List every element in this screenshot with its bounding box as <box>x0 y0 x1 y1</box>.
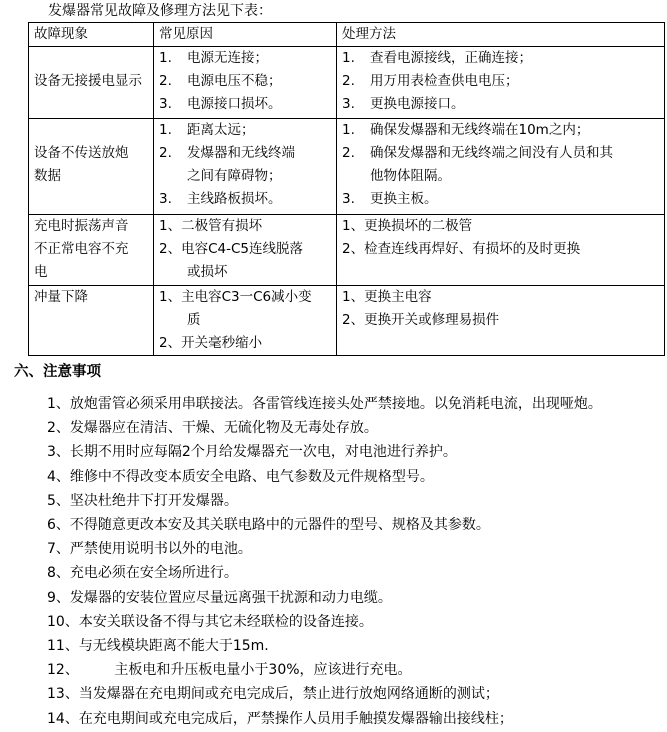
cause-line <box>159 238 336 261</box>
item-text: 1、更换主电容 <box>342 289 432 305</box>
fix-line <box>342 119 664 142</box>
item-text: 他物体阻隔。 <box>370 168 451 184</box>
fix-line <box>342 165 664 188</box>
item-text: 更换主板。 <box>370 191 438 207</box>
item-number: 1. <box>342 122 355 138</box>
fix-line <box>342 188 664 211</box>
item-text: 更换电源接口。 <box>370 96 465 112</box>
cause-line <box>159 70 336 93</box>
item-text: 2、开关毫秒缩小 <box>159 335 263 351</box>
cause-cell <box>154 47 337 119</box>
item-text: 1、二极管有损坏 <box>159 218 263 234</box>
item-number: 1. <box>342 50 355 66</box>
fix-line <box>342 142 664 165</box>
fix-cell <box>337 286 665 356</box>
item-text: 或损坏 <box>187 264 228 280</box>
note-item: 3、长期不用时应每隔2个月给发爆器充一次电，对电池进行养护。 <box>47 444 457 461</box>
table-header-row <box>29 23 665 47</box>
note-item: 7、严禁使用说明书以外的电池。 <box>47 541 252 558</box>
fix-cell <box>337 215 665 286</box>
item-number: 3. <box>342 96 355 112</box>
note-item: 1、放炮雷管必须采用串联接法。各雷管线连接头处严禁接地。以免消耗电流，出现哑炮。 <box>47 396 602 412</box>
note-item: 14、在充电期间或充电完成后，严禁操作人员用手触摸发爆器输出接线柱； <box>47 710 513 727</box>
symptom-cell <box>29 47 154 119</box>
symptom-text: 设备不传送放炮 <box>34 145 129 161</box>
item-text: 2、检查连线再焊好、有损坏的及时更换 <box>342 241 581 257</box>
item-number: 2. <box>159 145 172 161</box>
section-title: 六、注意事项 <box>14 364 101 380</box>
note-item: 2、发爆器应在清洁、干燥、无硫化物及无毒处存放。 <box>47 420 378 437</box>
symptom-cell <box>29 215 154 286</box>
cause-cell <box>154 119 337 215</box>
fix-cell <box>337 119 665 215</box>
fix-line <box>342 47 664 70</box>
intro-text: 发爆器常见故障及修理方法见下表： <box>48 3 272 19</box>
note-item: 5、坚决杜绝井下打开发爆器。 <box>47 492 238 509</box>
table-row <box>29 119 665 215</box>
note-item: 12、 主板电和升压板电量小于30%，应该进行充电。 <box>47 662 412 679</box>
cause-line <box>159 286 336 309</box>
item-number: 2. <box>159 73 172 89</box>
symptom-text: 电 <box>34 264 48 280</box>
note-item: 4、维修中不得改变本质安全电路、电气参数及元件规格型号。 <box>47 468 434 485</box>
item-text: 之间有障碍物； <box>187 168 282 184</box>
item-text: 主线路板损坏。 <box>187 191 282 207</box>
cause-line <box>159 47 336 70</box>
item-text: 电源无连接； <box>187 50 268 66</box>
item-text: 1、主电容C3一C6减小变 <box>159 289 312 305</box>
fix-cell <box>337 47 665 119</box>
header-fix: 处理方法 <box>337 23 665 47</box>
symptom-cell <box>29 119 154 215</box>
item-text: 发爆器和无线终端 <box>187 145 295 161</box>
item-text: 2、电容C4-C5连线脱落 <box>159 241 303 257</box>
item-number: 1. <box>159 122 172 138</box>
note-item: 11、与无线模块距离不能大于15m. <box>47 638 269 655</box>
table-row <box>29 47 665 119</box>
note-item: 13、当发爆器在充电期间或充电完成后，禁止进行放炮网络通断的测试； <box>47 686 499 703</box>
item-text: 2、更换开关或修理易损件 <box>342 312 500 328</box>
cause-line <box>159 142 336 165</box>
item-text: 确保发爆器和无线终端之间没有人员和其 <box>370 145 613 161</box>
fix-line <box>342 238 664 261</box>
fix-line <box>342 93 664 116</box>
cause-line <box>159 261 336 284</box>
symptom-text: 冲量下降 <box>34 289 88 305</box>
cause-line <box>159 332 336 355</box>
item-number: 2. <box>342 145 355 161</box>
item-number: 3. <box>159 96 172 112</box>
fix-line <box>342 70 664 93</box>
cause-line <box>159 119 336 142</box>
fix-line <box>342 286 664 309</box>
item-text: 距离太远； <box>187 122 255 138</box>
cause-line <box>159 165 336 188</box>
item-number: 3. <box>159 191 172 207</box>
cause-cell <box>154 215 337 286</box>
symptom-text: 充电时振荡声音 <box>34 218 129 234</box>
header-cause: 常见原因 <box>154 23 337 47</box>
note-item: 6、不得随意更改本安及其关联电路中的元器件的型号、规格及其参数。 <box>47 517 490 534</box>
note-item: 10、本安关联设备不得与其它未经联检的设备连接。 <box>47 613 373 630</box>
cause-cell <box>154 286 337 356</box>
cause-line <box>159 188 336 211</box>
header-symptom: 故障现象 <box>29 23 154 47</box>
item-text: 用万用表检查供电电压； <box>370 73 519 89</box>
item-text: 1、更换损坏的二极管 <box>342 218 473 234</box>
note-item: 9、发爆器的安装位置应尽量远离强干扰源和动力电缆。 <box>47 589 392 606</box>
fault-table <box>28 22 665 356</box>
symptom-text: 设备无接援电显示 <box>34 73 142 89</box>
symptom-text: 数据 <box>34 168 61 184</box>
cause-line <box>159 309 336 332</box>
item-text: 确保发爆器和无线终端在10m之内； <box>370 122 590 138</box>
notes-list <box>47 392 667 731</box>
item-number: 3. <box>342 191 355 207</box>
fix-line <box>342 309 664 332</box>
symptom-text: 不正常电容不充 <box>34 241 129 257</box>
note-item: 8、充电必须在安全场所进行。 <box>47 565 238 582</box>
fix-line <box>342 215 664 238</box>
symptom-cell <box>29 286 154 356</box>
table-row <box>29 215 665 286</box>
item-text: 质 <box>187 312 201 328</box>
item-text: 电源电压不稳； <box>187 73 282 89</box>
item-number: 2. <box>342 73 355 89</box>
cause-line <box>159 215 336 238</box>
cause-line <box>159 93 336 116</box>
item-text: 电源接口损坏。 <box>187 96 282 112</box>
table-row <box>29 286 665 356</box>
item-number: 1. <box>159 50 172 66</box>
item-text: 查看电源接线，正确连接； <box>370 50 532 66</box>
